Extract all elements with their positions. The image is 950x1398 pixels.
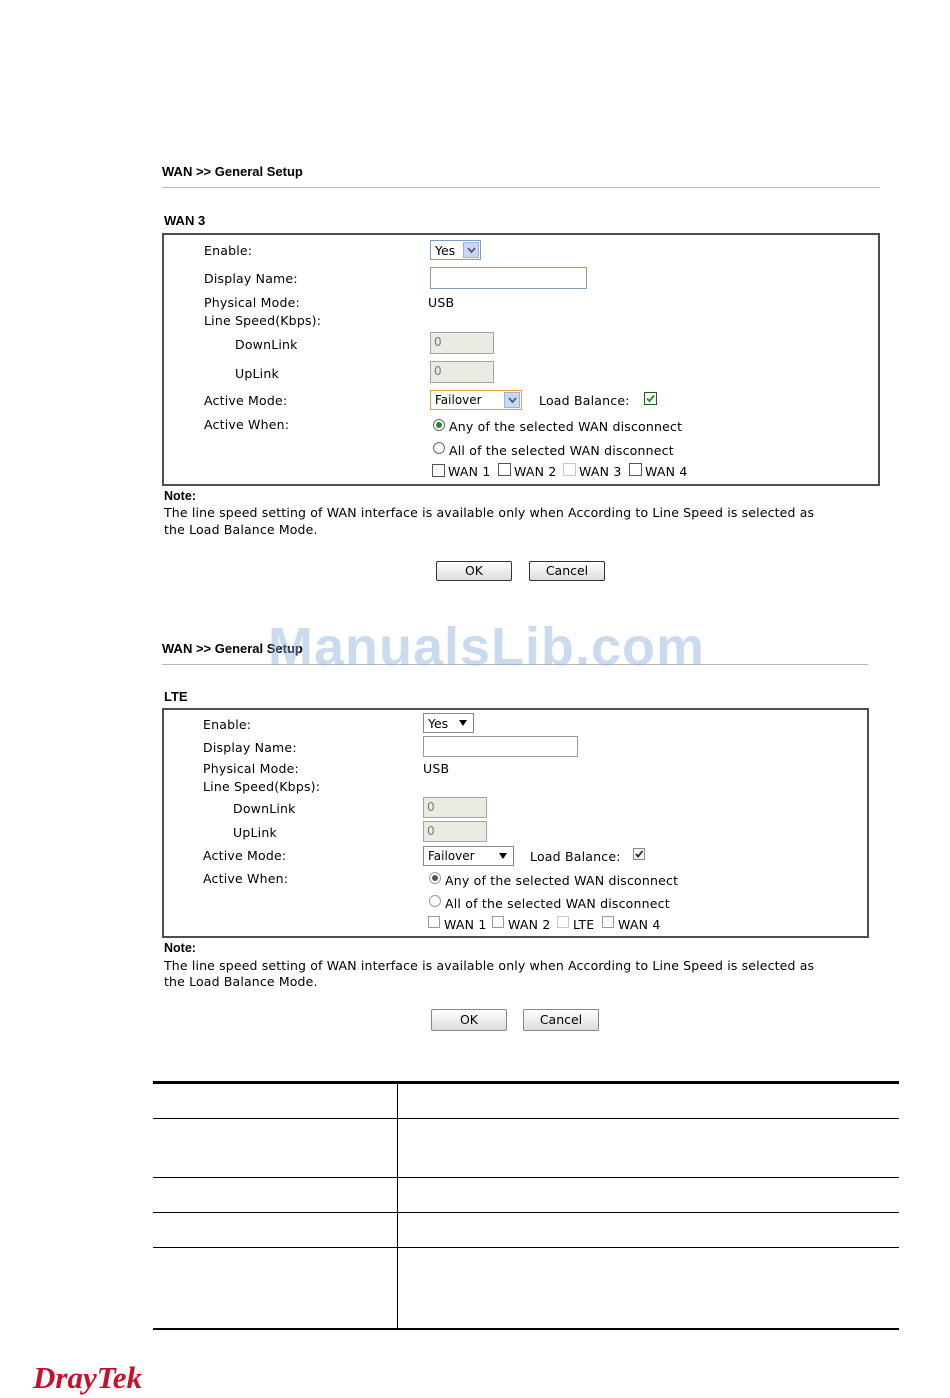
ok-button[interactable]: OK [436,561,512,581]
wan1-checkbox[interactable] [428,916,440,928]
table-column-divider [397,1081,398,1330]
physical-mode-label: Physical Mode: [204,295,300,310]
active-mode-select-value: Failover [435,393,482,407]
load-balance-checkbox[interactable] [633,848,645,860]
checkmark-icon [634,849,644,859]
table-bottom-border [153,1328,899,1330]
downlink-input[interactable]: 0 [430,332,494,354]
caret-down-icon [459,720,467,726]
physical-mode-value: USB [423,761,450,776]
downlink-label: DownLink [235,337,298,352]
enable-label: Enable: [204,243,253,258]
divider [162,187,880,188]
watermark: ManualsLib.com [268,617,706,677]
wan2-checkbox[interactable] [492,916,504,928]
radio-dot-icon [436,422,442,428]
radio-all-wan[interactable] [433,442,445,454]
breadcrumb: WAN >> General Setup [162,641,303,656]
active-mode-select[interactable] [430,390,522,410]
draytek-logo [33,1360,142,1396]
table-row-divider [153,1118,899,1119]
line-speed-label: Line Speed(Kbps): [203,779,321,794]
uplink-label: UpLink [235,366,279,381]
wan1-label: WAN 1 [448,464,491,479]
radio-any-label: Any of the selected WAN disconnect [449,419,683,434]
active-mode-label: Active Mode: [203,848,287,863]
wan3-checkbox [563,463,576,476]
breadcrumb: WAN >> General Setup [162,164,303,179]
lte-label: LTE [573,917,595,932]
radio-all-label: All of the selected WAN disconnect [445,896,670,911]
enable-label: Enable: [203,717,252,732]
physical-mode-value: USB [428,295,455,310]
cancel-button[interactable]: Cancel [529,561,605,581]
wan2-checkbox[interactable] [498,463,511,476]
wan4-label: WAN 4 [645,464,688,479]
active-when-label: Active When: [203,871,289,886]
wan3-label: WAN 3 [579,464,622,479]
radio-any-wan[interactable] [429,872,441,884]
enable-select[interactable] [430,240,481,260]
logo-text-dray: Dray [33,1360,97,1395]
logo-text-tek: Tek [96,1360,143,1395]
line-speed-label: Line Speed(Kbps): [204,313,322,328]
wan4-checkbox[interactable] [602,916,614,928]
load-balance-label: Load Balance: [539,393,630,408]
uplink-input[interactable]: 0 [430,361,494,383]
enable-select[interactable] [423,713,474,733]
active-when-label: Active When: [204,417,290,432]
note-heading: Note: [164,941,196,955]
radio-all-wan[interactable] [429,895,441,907]
note-heading: Note: [164,489,196,503]
active-mode-select[interactable] [423,846,514,866]
uplink-label: UpLink [233,825,277,840]
section-title: LTE [164,689,188,704]
wan2-label: WAN 2 [508,917,551,932]
wan4-checkbox[interactable] [629,463,642,476]
cancel-button[interactable]: Cancel [523,1009,599,1031]
note-line-2: the Load Balance Mode. [164,522,318,537]
wan1-label: WAN 1 [444,917,487,932]
chevron-down-icon [463,242,479,258]
radio-any-label: Any of the selected WAN disconnect [445,873,679,888]
downlink-label: DownLink [233,801,296,816]
radio-any-wan[interactable] [433,419,445,431]
lte-checkbox [557,916,569,928]
enable-select-value: Yes [435,243,456,258]
table-row-divider [153,1247,899,1248]
table-row-divider [153,1212,899,1213]
wan2-label: WAN 2 [514,464,557,479]
section-title: WAN 3 [164,213,206,228]
ok-button[interactable]: OK [431,1009,507,1031]
caret-down-icon [499,853,507,859]
checkmark-icon [645,393,656,404]
load-balance-checkbox[interactable] [644,392,657,405]
note-line-1: The line speed setting of WAN interface is available only when According to Line Speed is selected as [164,505,815,520]
wan1-checkbox[interactable] [432,464,445,477]
display-name-label: Display Name: [204,271,298,286]
note-line-1: The line speed setting of WAN interface is available only when According to Line Speed is selected as [164,958,815,973]
active-mode-label: Active Mode: [204,393,288,408]
display-name-label: Display Name: [203,740,297,755]
table-top-border [153,1081,899,1084]
note-line-2: the Load Balance Mode. [164,974,318,989]
enable-select-value: Yes [428,716,449,731]
table-row-divider [153,1177,899,1178]
display-name-input[interactable] [423,736,578,757]
active-mode-select-value: Failover [428,849,475,863]
downlink-input[interactable]: 0 [423,797,487,818]
radio-dot-icon [432,875,438,881]
radio-all-label: All of the selected WAN disconnect [449,443,674,458]
chevron-down-icon [504,392,520,408]
uplink-input[interactable]: 0 [423,821,487,842]
wan4-label: WAN 4 [618,917,661,932]
display-name-input[interactable] [430,267,587,289]
load-balance-label: Load Balance: [530,849,621,864]
physical-mode-label: Physical Mode: [203,761,299,776]
